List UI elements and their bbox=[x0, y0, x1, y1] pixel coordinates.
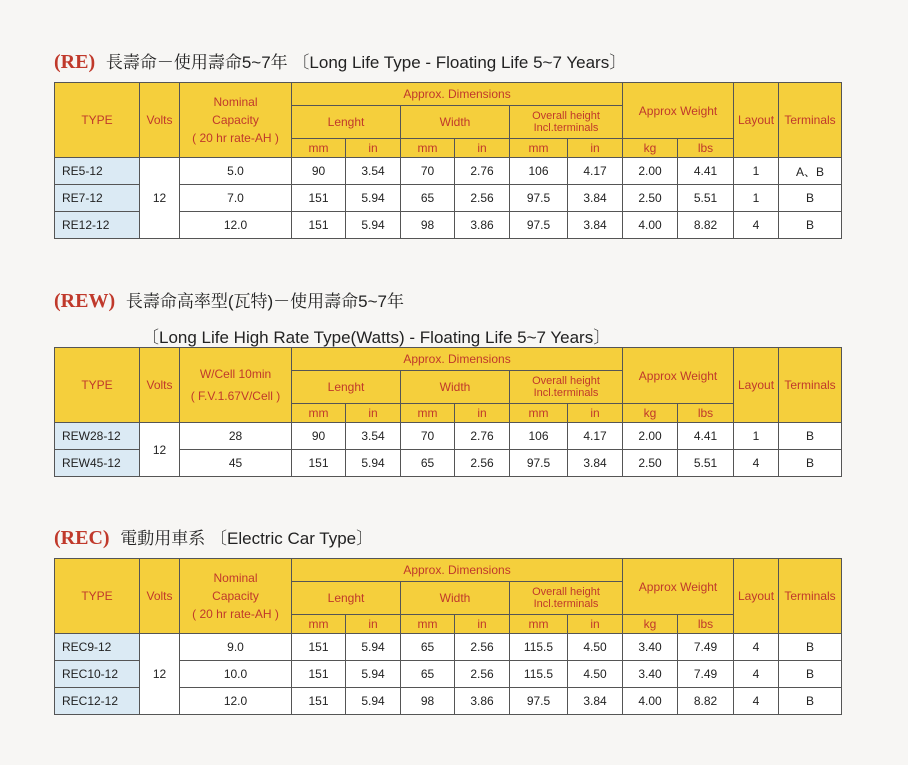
header-volts: Volts bbox=[140, 83, 180, 158]
header-weight: Approx Weight bbox=[623, 559, 734, 615]
cell-weight-kg: 3.40 bbox=[623, 634, 678, 661]
cell-weight-lbs: 8.82 bbox=[678, 688, 734, 715]
header-volts: Volts bbox=[140, 559, 180, 634]
cell-height-mm: 115.5 bbox=[510, 661, 568, 688]
cell-weight-kg: 2.00 bbox=[623, 158, 678, 185]
cell-capacity: 10.0 bbox=[180, 661, 292, 688]
cell-length-in: 5.94 bbox=[346, 185, 401, 212]
cell-terminals: B bbox=[779, 688, 842, 715]
cell-width-mm: 65 bbox=[401, 450, 455, 477]
section-title-cn: 長壽命－使用壽命5~7年 bbox=[105, 53, 288, 72]
header-dimensions: Approx. Dimensions bbox=[292, 559, 623, 582]
unit-in: in bbox=[455, 404, 510, 423]
cell-capacity: 5.0 bbox=[180, 158, 292, 185]
cell-width-in: 2.56 bbox=[455, 185, 510, 212]
cell-width-mm: 70 bbox=[401, 423, 455, 450]
cell-layout: 4 bbox=[734, 450, 779, 477]
unit-lbs: lbs bbox=[678, 615, 734, 634]
cell-layout: 4 bbox=[734, 212, 779, 239]
unit-in: in bbox=[346, 404, 401, 423]
header-terminals: Terminals bbox=[779, 348, 842, 423]
header-capacity-line3: ( 20 hr rate-AH ) bbox=[192, 607, 279, 621]
section-title-en: 〔Long Life High Rate Type(Watts) - Floating Life 5~7 Years〕 bbox=[142, 328, 611, 347]
header-height-line1: Overall height bbox=[532, 110, 600, 122]
cell-length-in: 5.94 bbox=[346, 661, 401, 688]
table-row bbox=[55, 423, 842, 450]
section-title-re bbox=[54, 48, 626, 74]
spec-table-rec bbox=[54, 558, 842, 715]
cell-weight-lbs: 7.49 bbox=[678, 634, 734, 661]
cell-height-in: 4.50 bbox=[568, 661, 623, 688]
cell-weight-lbs: 4.41 bbox=[678, 158, 734, 185]
header-terminals: Terminals bbox=[779, 83, 842, 158]
cell-height-in: 3.84 bbox=[568, 185, 623, 212]
cell-width-mm: 98 bbox=[401, 688, 455, 715]
cell-weight-kg: 2.50 bbox=[623, 450, 678, 477]
unit-mm: mm bbox=[510, 404, 568, 423]
cell-weight-lbs: 7.49 bbox=[678, 661, 734, 688]
cell-model: REC10-12 bbox=[55, 661, 140, 688]
section-title-cn: 長壽命高率型(瓦特)－使用壽命5~7年 bbox=[125, 292, 405, 311]
unit-mm: mm bbox=[401, 404, 455, 423]
header-height-line1: Overall height bbox=[532, 586, 600, 598]
unit-kg: kg bbox=[623, 139, 678, 158]
cell-length-mm: 151 bbox=[292, 634, 346, 661]
cell-capacity: 12.0 bbox=[180, 212, 292, 239]
unit-mm: mm bbox=[401, 615, 455, 634]
header-capacity bbox=[180, 559, 292, 634]
cell-height-mm: 97.5 bbox=[510, 450, 568, 477]
cell-weight-lbs: 8.82 bbox=[678, 212, 734, 239]
section-title-en: 〔Long Life Type - Floating Life 5~7 Years〕 bbox=[292, 53, 627, 72]
header-height-line1: Overall height bbox=[532, 375, 600, 387]
cell-weight-kg: 3.40 bbox=[623, 661, 678, 688]
cell-terminals: B bbox=[779, 423, 842, 450]
header-type: TYPE bbox=[55, 83, 140, 158]
header-capacity-line2: ( F.V.1.67V/Cell ) bbox=[190, 389, 281, 403]
cell-weight-kg: 2.00 bbox=[623, 423, 678, 450]
cell-model: REW28-12 bbox=[55, 423, 140, 450]
cell-length-mm: 90 bbox=[292, 423, 346, 450]
section-code: (REW) bbox=[54, 290, 116, 312]
header-capacity-line1: W/Cell 10min bbox=[199, 367, 272, 381]
cell-layout: 4 bbox=[734, 688, 779, 715]
cell-length-in: 5.94 bbox=[346, 450, 401, 477]
section-title-rew bbox=[54, 287, 610, 348]
cell-weight-kg: 4.00 bbox=[623, 688, 678, 715]
cell-layout: 1 bbox=[734, 158, 779, 185]
unit-in: in bbox=[346, 615, 401, 634]
header-height bbox=[510, 371, 623, 404]
cell-width-mm: 65 bbox=[401, 634, 455, 661]
header-capacity bbox=[180, 348, 292, 423]
cell-weight-kg: 2.50 bbox=[623, 185, 678, 212]
cell-capacity: 12.0 bbox=[180, 688, 292, 715]
unit-in: in bbox=[346, 139, 401, 158]
cell-length-in: 5.94 bbox=[346, 688, 401, 715]
spec-table-rew-body bbox=[54, 347, 842, 477]
cell-length-mm: 151 bbox=[292, 688, 346, 715]
header-layout: Layout bbox=[734, 348, 779, 423]
cell-height-mm: 97.5 bbox=[510, 688, 568, 715]
table-row bbox=[55, 158, 842, 185]
unit-in: in bbox=[568, 615, 623, 634]
cell-width-in: 2.56 bbox=[455, 661, 510, 688]
cell-width-in: 2.76 bbox=[455, 158, 510, 185]
cell-height-mm: 115.5 bbox=[510, 634, 568, 661]
cell-volts: 12 bbox=[140, 423, 180, 477]
header-weight: Approx Weight bbox=[623, 83, 734, 139]
cell-capacity: 28 bbox=[180, 423, 292, 450]
cell-length-mm: 151 bbox=[292, 661, 346, 688]
header-volts: Volts bbox=[140, 348, 180, 423]
header-capacity-line2: Capacity bbox=[212, 113, 259, 127]
header-type: TYPE bbox=[55, 559, 140, 634]
header-height bbox=[510, 106, 623, 139]
cell-height-in: 4.50 bbox=[568, 634, 623, 661]
cell-height-mm: 97.5 bbox=[510, 212, 568, 239]
cell-capacity: 45 bbox=[180, 450, 292, 477]
header-terminals: Terminals bbox=[779, 559, 842, 634]
cell-model: REC12-12 bbox=[55, 688, 140, 715]
cell-length-mm: 151 bbox=[292, 185, 346, 212]
cell-weight-kg: 4.00 bbox=[623, 212, 678, 239]
header-length: Lenght bbox=[292, 106, 401, 139]
unit-kg: kg bbox=[623, 615, 678, 634]
cell-length-mm: 151 bbox=[292, 212, 346, 239]
header-layout: Layout bbox=[734, 559, 779, 634]
cell-terminals: B bbox=[779, 212, 842, 239]
cell-length-in: 3.54 bbox=[346, 158, 401, 185]
header-capacity-line1: Nominal bbox=[213, 571, 258, 585]
cell-height-in: 3.84 bbox=[568, 688, 623, 715]
cell-model: REW45-12 bbox=[55, 450, 140, 477]
cell-model: REC9-12 bbox=[55, 634, 140, 661]
unit-in: in bbox=[568, 139, 623, 158]
cell-terminals: B bbox=[779, 661, 842, 688]
cell-model: RE5-12 bbox=[55, 158, 140, 185]
cell-layout: 1 bbox=[734, 423, 779, 450]
cell-model: RE7-12 bbox=[55, 185, 140, 212]
cell-weight-lbs: 4.41 bbox=[678, 423, 734, 450]
cell-width-mm: 65 bbox=[401, 185, 455, 212]
section-code: (REC) bbox=[54, 527, 110, 549]
section-title-cn: 電動用車系 bbox=[120, 529, 206, 548]
table-row bbox=[55, 634, 842, 661]
cell-layout: 4 bbox=[734, 661, 779, 688]
cell-length-mm: 151 bbox=[292, 450, 346, 477]
unit-in: in bbox=[568, 404, 623, 423]
section-title-rec bbox=[54, 524, 373, 550]
cell-volts: 12 bbox=[140, 634, 180, 715]
cell-height-in: 4.17 bbox=[568, 158, 623, 185]
cell-height-in: 3.84 bbox=[568, 450, 623, 477]
spec-table-re bbox=[54, 82, 842, 239]
cell-model: RE12-12 bbox=[55, 212, 140, 239]
header-width: Width bbox=[401, 371, 510, 404]
cell-layout: 4 bbox=[734, 634, 779, 661]
cell-terminals: B bbox=[779, 450, 842, 477]
cell-terminals: B bbox=[779, 185, 842, 212]
cell-capacity: 7.0 bbox=[180, 185, 292, 212]
header-capacity-line3: ( 20 hr rate-AH ) bbox=[192, 131, 279, 145]
header-width: Width bbox=[401, 582, 510, 615]
cell-height-in: 3.84 bbox=[568, 212, 623, 239]
unit-in: in bbox=[455, 139, 510, 158]
unit-mm: mm bbox=[292, 139, 346, 158]
cell-length-in: 3.54 bbox=[346, 423, 401, 450]
unit-mm: mm bbox=[510, 139, 568, 158]
unit-lbs: lbs bbox=[678, 404, 734, 423]
cell-weight-lbs: 5.51 bbox=[678, 450, 734, 477]
cell-width-in: 2.56 bbox=[455, 634, 510, 661]
section-title-en: 〔Electric Car Type〕 bbox=[210, 529, 374, 548]
cell-layout: 1 bbox=[734, 185, 779, 212]
header-length: Lenght bbox=[292, 371, 401, 404]
header-dimensions: Approx. Dimensions bbox=[292, 348, 623, 371]
cell-width-in: 3.86 bbox=[455, 688, 510, 715]
cell-width-in: 2.76 bbox=[455, 423, 510, 450]
cell-terminals: B bbox=[779, 634, 842, 661]
header-length: Lenght bbox=[292, 582, 401, 615]
cell-height-in: 4.17 bbox=[568, 423, 623, 450]
cell-length-in: 5.94 bbox=[346, 634, 401, 661]
header-type: TYPE bbox=[55, 348, 140, 423]
cell-width-mm: 98 bbox=[401, 212, 455, 239]
header-height-line2: Incl.terminals bbox=[533, 122, 599, 134]
unit-in: in bbox=[455, 615, 510, 634]
cell-weight-lbs: 5.51 bbox=[678, 185, 734, 212]
unit-mm: mm bbox=[401, 139, 455, 158]
cell-length-mm: 90 bbox=[292, 158, 346, 185]
unit-mm: mm bbox=[292, 404, 346, 423]
header-height bbox=[510, 582, 623, 615]
cell-width-in: 3.86 bbox=[455, 212, 510, 239]
header-weight: Approx Weight bbox=[623, 348, 734, 404]
cell-length-in: 5.94 bbox=[346, 212, 401, 239]
unit-mm: mm bbox=[292, 615, 346, 634]
header-width: Width bbox=[401, 106, 510, 139]
header-dimensions: Approx. Dimensions bbox=[292, 83, 623, 106]
cell-width-in: 2.56 bbox=[455, 450, 510, 477]
header-height-line2: Incl.terminals bbox=[533, 387, 599, 399]
unit-mm: mm bbox=[510, 615, 568, 634]
cell-width-mm: 65 bbox=[401, 661, 455, 688]
header-height-line2: Incl.terminals bbox=[533, 598, 599, 610]
cell-terminals: A、B bbox=[779, 158, 842, 185]
unit-lbs: lbs bbox=[678, 139, 734, 158]
cell-height-mm: 97.5 bbox=[510, 185, 568, 212]
cell-width-mm: 70 bbox=[401, 158, 455, 185]
header-layout: Layout bbox=[734, 83, 779, 158]
cell-volts: 12 bbox=[140, 158, 180, 239]
header-capacity-line1: Nominal bbox=[213, 95, 258, 109]
section-code: (RE) bbox=[54, 51, 96, 73]
header-capacity-line2: Capacity bbox=[212, 589, 259, 603]
cell-height-mm: 106 bbox=[510, 158, 568, 185]
cell-height-mm: 106 bbox=[510, 423, 568, 450]
unit-kg: kg bbox=[623, 404, 678, 423]
header-capacity bbox=[180, 83, 292, 158]
cell-capacity: 9.0 bbox=[180, 634, 292, 661]
